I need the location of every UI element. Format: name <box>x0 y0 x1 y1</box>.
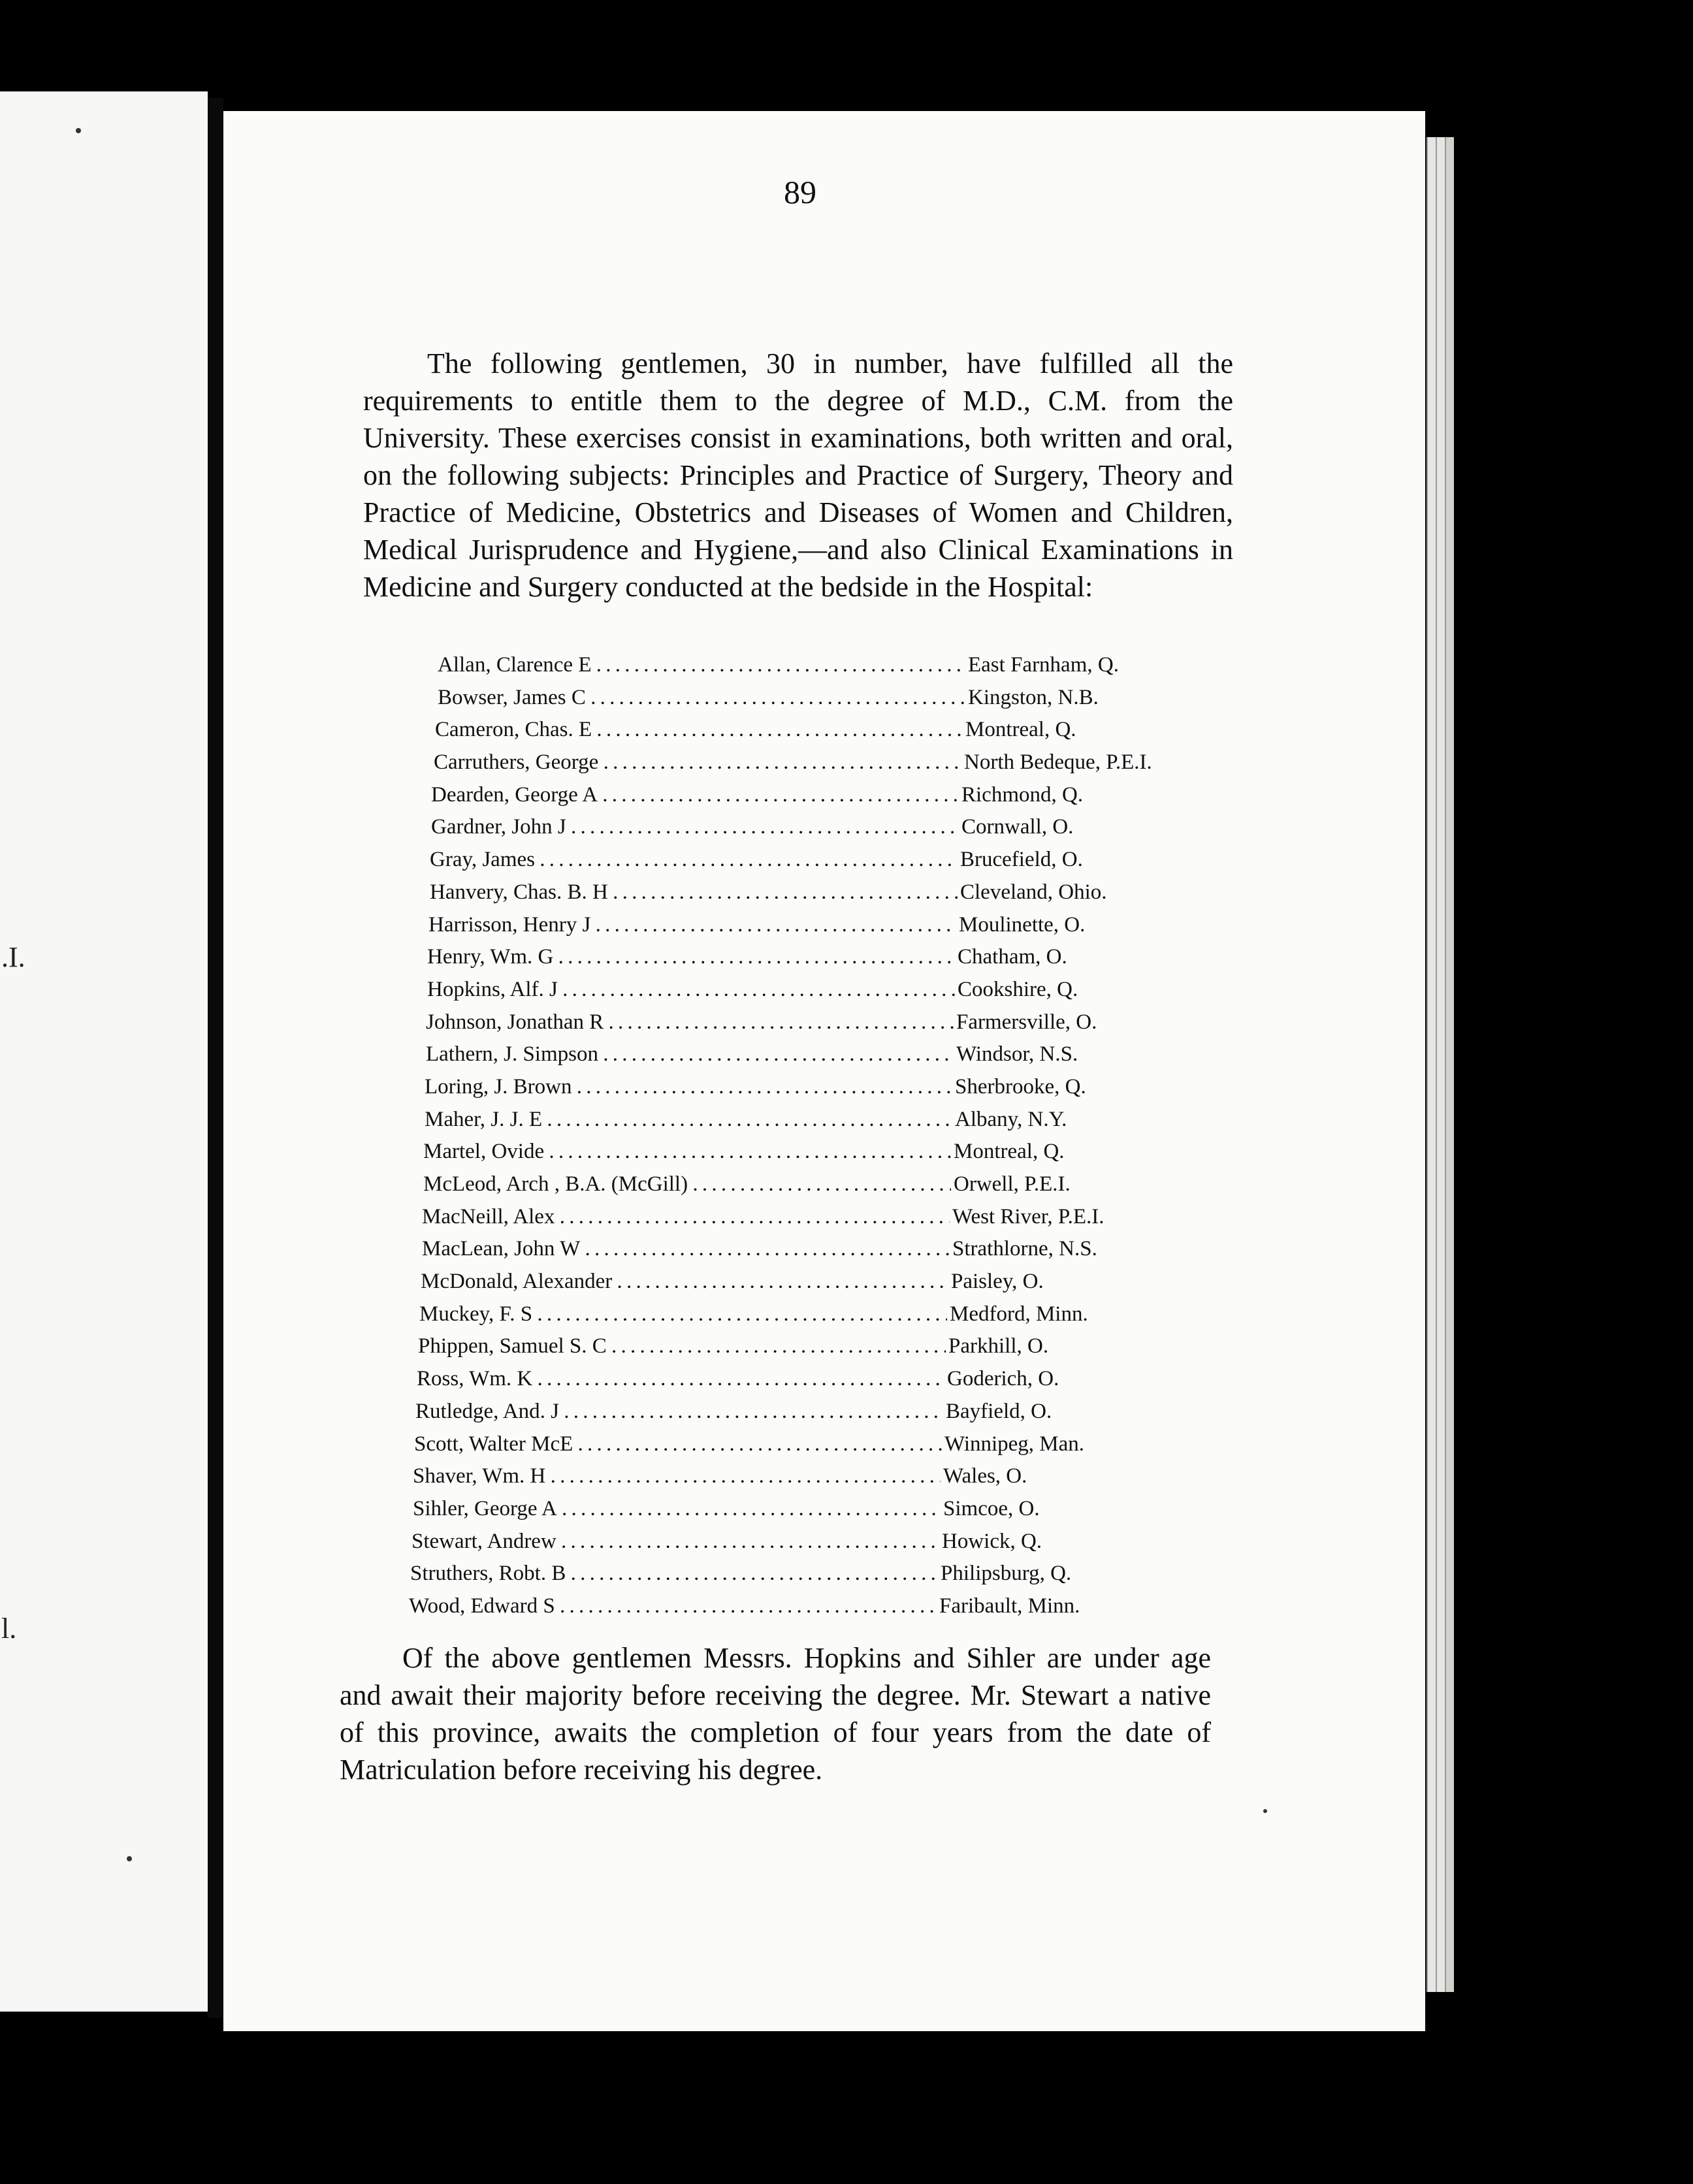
graduate-row <box>431 783 1228 816</box>
graduate-place: Paisley, O. <box>951 1270 1044 1294</box>
graduate-row <box>421 1270 1228 1302</box>
page-edge <box>1427 137 1436 1992</box>
graduate-row <box>438 686 1228 718</box>
page-edge <box>1445 137 1454 1992</box>
graduate-place: Sherbrooke, Q. <box>955 1074 1086 1099</box>
graduate-place: Chatham, O. <box>958 945 1067 969</box>
graduate-place: Howick, Q. <box>942 1529 1042 1553</box>
graduates-list <box>409 653 1228 1627</box>
graduate-row <box>428 913 1228 946</box>
left-page-fragment: .I. <box>1 941 25 973</box>
graduate-row <box>417 1367 1228 1400</box>
graduate-name: Rutledge, And. J . . . <box>415 1400 943 1424</box>
graduate-name: Martel, Ovide . . . <box>423 1140 951 1164</box>
graduate-place: Simcoe, O. <box>943 1496 1040 1520</box>
graduate-row <box>430 880 1228 913</box>
graduate-row <box>413 1464 1228 1497</box>
graduate-place: Parkhill, O. <box>948 1334 1049 1358</box>
graduate-place: Montreal, Q. <box>954 1140 1065 1164</box>
graduate-place: Brucefield, O. <box>960 848 1083 872</box>
graduate-row <box>409 1594 1228 1627</box>
graduate-name: Gardner, John J . . . <box>431 815 959 839</box>
graduate-name: McLeod, Arch , B.A. (McGill) . . . <box>423 1172 951 1196</box>
graduate-row <box>434 750 1228 783</box>
graduate-row <box>410 1562 1228 1594</box>
intro-paragraph: The following gentlemen, 30 in number, have fulfilled all the requirements to entitle them to the degree of M.D., C.M. from the University. These exercises consist in examinations, both written and oral, on the following subjects: Principles and Practice of Surgery, Theory and Practice of Medicine, Obstetrics and Diseases of Women and Children, Medical Jurisprudence and Hygiene,—and also Clinical Examinations in Medicine and Surgery conducted at the bedside in the Hospital: <box>363 347 1233 603</box>
book-gutter <box>208 98 223 2018</box>
graduate-place: Kingston, N.B. <box>968 685 1099 709</box>
graduate-place: Faribault, Minn. <box>939 1594 1080 1618</box>
graduate-name: Lathern, J. Simpson . . . <box>426 1042 954 1067</box>
graduate-place: East Farnham, Q. <box>968 653 1119 677</box>
graduate-place: Bayfield, O. <box>946 1399 1052 1423</box>
graduate-row <box>418 1334 1228 1367</box>
graduate-name: Dearden, George A . . . <box>431 783 959 807</box>
graduate-place: Windsor, N.S. <box>956 1042 1078 1067</box>
page-edge <box>1436 137 1445 1992</box>
previous-page-edge <box>0 91 208 2012</box>
graduate-name: Phippen, Samuel S. C . . . <box>418 1334 946 1358</box>
graduate-place: Cleveland, Ohio. <box>960 880 1107 904</box>
graduate-name: MacLean, John W . . . <box>422 1237 950 1261</box>
left-page-fragment: l. <box>1 1613 17 1645</box>
graduate-row <box>431 815 1228 848</box>
graduate-row <box>423 1172 1228 1205</box>
graduate-place: Strathlorne, N.S. <box>952 1237 1097 1261</box>
graduate-place: Wales, O. <box>943 1464 1027 1488</box>
scan-speck <box>76 128 81 133</box>
graduate-name: Allan, Clarence E . . . <box>438 653 965 677</box>
graduate-name: MacNeill, Alex . . . <box>422 1205 950 1229</box>
graduate-name: Ross, Wm. K . . . <box>417 1367 944 1391</box>
graduate-place: Cornwall, O. <box>961 815 1074 839</box>
scan-speck <box>1263 1809 1267 1813</box>
closing-paragraph: Of the above gentlemen Messrs. Hopkins and Sihler are under age and await their majority before receiving the degree. Mr. Stewart a native of this province, awaits the completion of four years from the date of Matriculation before receiving his degree. <box>340 1642 1211 1786</box>
graduate-row <box>414 1432 1228 1465</box>
graduate-place: Montreal, Q. <box>965 718 1076 742</box>
graduate-place: Philipsburg, Q. <box>941 1562 1072 1586</box>
graduate-name: Bowser, James C . . . <box>438 686 965 710</box>
graduate-place: Winnipeg, Man. <box>944 1432 1085 1456</box>
graduate-name: Harrisson, Henry J . . . <box>428 913 956 937</box>
graduate-name: Gray, James . . . <box>430 848 958 872</box>
graduate-row <box>419 1302 1228 1335</box>
graduate-row <box>425 1075 1228 1108</box>
graduate-row <box>422 1205 1228 1238</box>
graduate-name: Shaver, Wm. H . . . <box>413 1464 941 1488</box>
graduate-name: Hanvery, Chas. B. H . . . <box>430 880 958 905</box>
graduate-place: Cookshire, Q. <box>958 977 1078 1001</box>
graduate-place: Albany, N.Y. <box>955 1107 1067 1131</box>
scan-speck <box>127 1856 132 1861</box>
graduate-name: Johnson, Jonathan R . . . <box>426 1010 954 1035</box>
graduate-row <box>426 1042 1228 1075</box>
graduate-place: West River, P.E.I. <box>952 1204 1104 1228</box>
graduate-name: Sihler, George A . . . <box>413 1497 941 1521</box>
graduate-name: Loring, J. Brown . . . <box>425 1075 952 1099</box>
graduate-row <box>426 1010 1228 1043</box>
graduate-row <box>415 1400 1228 1432</box>
graduate-row <box>422 1237 1228 1270</box>
graduate-row <box>413 1497 1228 1530</box>
graduate-row <box>438 653 1228 686</box>
graduate-name: Hopkins, Alf. J . . . <box>427 978 955 1002</box>
graduate-place: Goderich, O. <box>947 1367 1059 1391</box>
graduate-name: Scott, Walter McE . . . <box>414 1432 942 1456</box>
graduate-name: Struthers, Robt. B . . . <box>410 1562 938 1586</box>
graduate-place: Richmond, Q. <box>961 782 1084 807</box>
graduate-name: McDonald, Alexander . . . <box>421 1270 948 1294</box>
graduate-row <box>411 1530 1228 1562</box>
graduate-name: Maher, J. J. E . . . <box>425 1108 952 1132</box>
graduate-row <box>430 848 1228 880</box>
graduate-name: Carruthers, George . . . <box>434 750 961 775</box>
graduate-row <box>423 1140 1228 1172</box>
graduate-name: Wood, Edward S . . . <box>409 1594 937 1618</box>
graduate-name: Cameron, Chas. E . . . <box>435 718 963 742</box>
graduate-name: Stewart, Andrew . . . <box>411 1530 939 1554</box>
graduate-place: Orwell, P.E.I. <box>954 1172 1071 1196</box>
page-number: 89 <box>784 174 816 210</box>
graduate-place: North Bedeque, P.E.I. <box>964 750 1152 775</box>
graduate-place: Moulinette, O. <box>959 912 1086 937</box>
graduate-place: Farmersville, O. <box>956 1010 1097 1034</box>
graduate-place: Medford, Minn. <box>950 1302 1088 1326</box>
graduate-row <box>435 718 1228 750</box>
graduate-row <box>427 978 1228 1010</box>
graduate-name: Henry, Wm. G . . . <box>427 945 955 969</box>
graduate-row <box>425 1108 1228 1140</box>
graduate-row <box>427 945 1228 978</box>
graduate-name: Muckey, F. S . . . <box>419 1302 947 1326</box>
